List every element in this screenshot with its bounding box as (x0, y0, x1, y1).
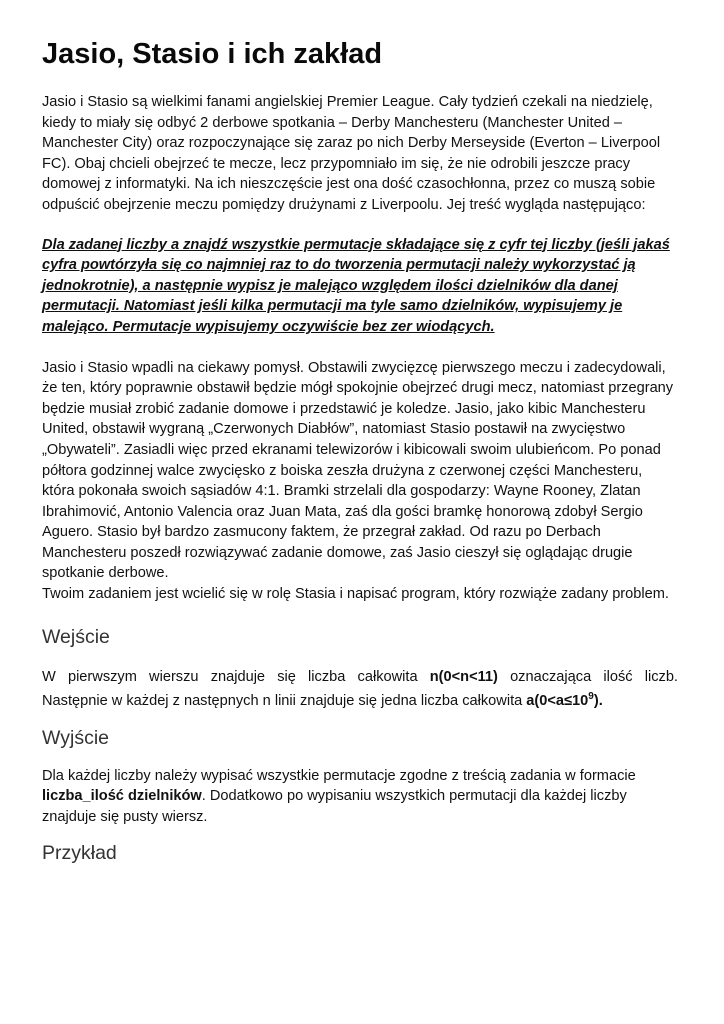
example-heading: Przykład (42, 842, 117, 865)
story-conclusion: Twoim zadaniem jest wcielić się w rolę Stasia i napisać program, który rozwiąże zadany problem. (42, 586, 669, 603)
output-description (42, 766, 678, 828)
output-format: liczba_ilość dzielników (42, 788, 202, 805)
input-description (42, 665, 678, 713)
task-statement: Dla zadanej liczby a znajdź wszystkie permutacje składające się z cyfr tej liczby (jeśli jakaś cyfra powtórzyła się co najmniej raz to do tworzenia permutacji należy wykorzystać ją jednokrotnie), a następnie wypisz je malejąco względem ilości dzielników dla danej permutacji. Natomiast jeśli kilka permutacji ma tyle samo dzielników, wypisujemy je malejąco. Permutacje wypisujemy oczywiście bez zer wiodących. (42, 236, 670, 335)
output-heading: Wyjście (42, 726, 109, 749)
document-page (42, 36, 678, 866)
output-text-1: Dla każdej liczby należy wypisać wszystkie permutacje zgodne z treścią zadania w formacie (42, 767, 636, 784)
input-n-constraint: n(0<n<11) (429, 668, 498, 685)
output-text-2: . Dodatkowo po wypisaniu wszystkich permutacji dla każdej liczby znajduje się pusty wiersz. (42, 788, 627, 825)
input-line-1 (42, 665, 678, 689)
intro-paragraph: Jasio i Stasio są wielkimi fanami angielskiej Premier League. Cały tydzień czekali na niedzielę, kiedy to miały się odbyć 2 derbowe spotkania – Derby Manchesteru (Manchester United – Manchester City) oraz rozpoczynające się zaraz po nich Derby Merseyside (Everton – Liverpool FC). Obaj chcieli obejrzeć te mecze, lecz przypomniało im się, że nie odrobili jeszcze pracy domowej z informatyki. Na ich nieszczęście jest ona dość czasochłonna, przez co muszą sobie odpuścić obejrzenie meczu pomiędzy drużynami z Liverpoolu. Jej treść wygląda następująco: (42, 94, 661, 213)
input-text-2: oznaczająca ilość liczb. (497, 668, 678, 685)
input-a-exponent: 9 (588, 690, 594, 702)
story-paragraph: Jasio i Stasio wpadli na ciekawy pomysł. Obstawili zwycięzcę pierwszego meczu i zadecydowali, że ten, który poprawnie obstawił będzie mógł spokojnie obejrzeć drugi mecz, natomiast przegrany będzie musiał zrobić zadanie domowe i przedstawić je koledze. Jasio, jako kibic Manchesteru United, obstawił wygraną „Czerwonych Diabłów”, natomiast Stasio postawił na zwycięstwo „Obywateli”. Zasiadli więc przed ekranami telewizorów i kibicowali swoim ulubieńcom. Po ponad półtora godzinnej walce zwycięsko z boiska zeszła drużyna z czerwonej części Manchesteru, która pokonała swoich sąsiadów 4:1. Bramki strzelali dla gospodarzy: Wayne Rooney, Zlatan Ibrahimović, Antonio Valencia oraz Juan Mata, zaś dla gości bramkę honorową zdobył Sergio Aguero. Stasio był bardzo zasmucony faktem, że przegrał zakład. Od razu po Derbach Manchesteru poszedł rozwiązywać zadanie domowe, zaś Jasio cieszył się oglądając drugie spotkanie derbowe. (42, 359, 674, 582)
page-title: Jasio, Stasio i ich zakład (42, 38, 383, 70)
input-heading: Wejście (42, 625, 110, 648)
input-text-1: W pierwszym wierszu znajduje się liczba całkowita (42, 668, 430, 685)
input-text-3: Następnie w każdej z następnych n linii znajduje się jedna liczba całkowita (42, 692, 527, 709)
input-a-constraint: $a(0<a\le 10^9)$. (526, 690, 603, 709)
